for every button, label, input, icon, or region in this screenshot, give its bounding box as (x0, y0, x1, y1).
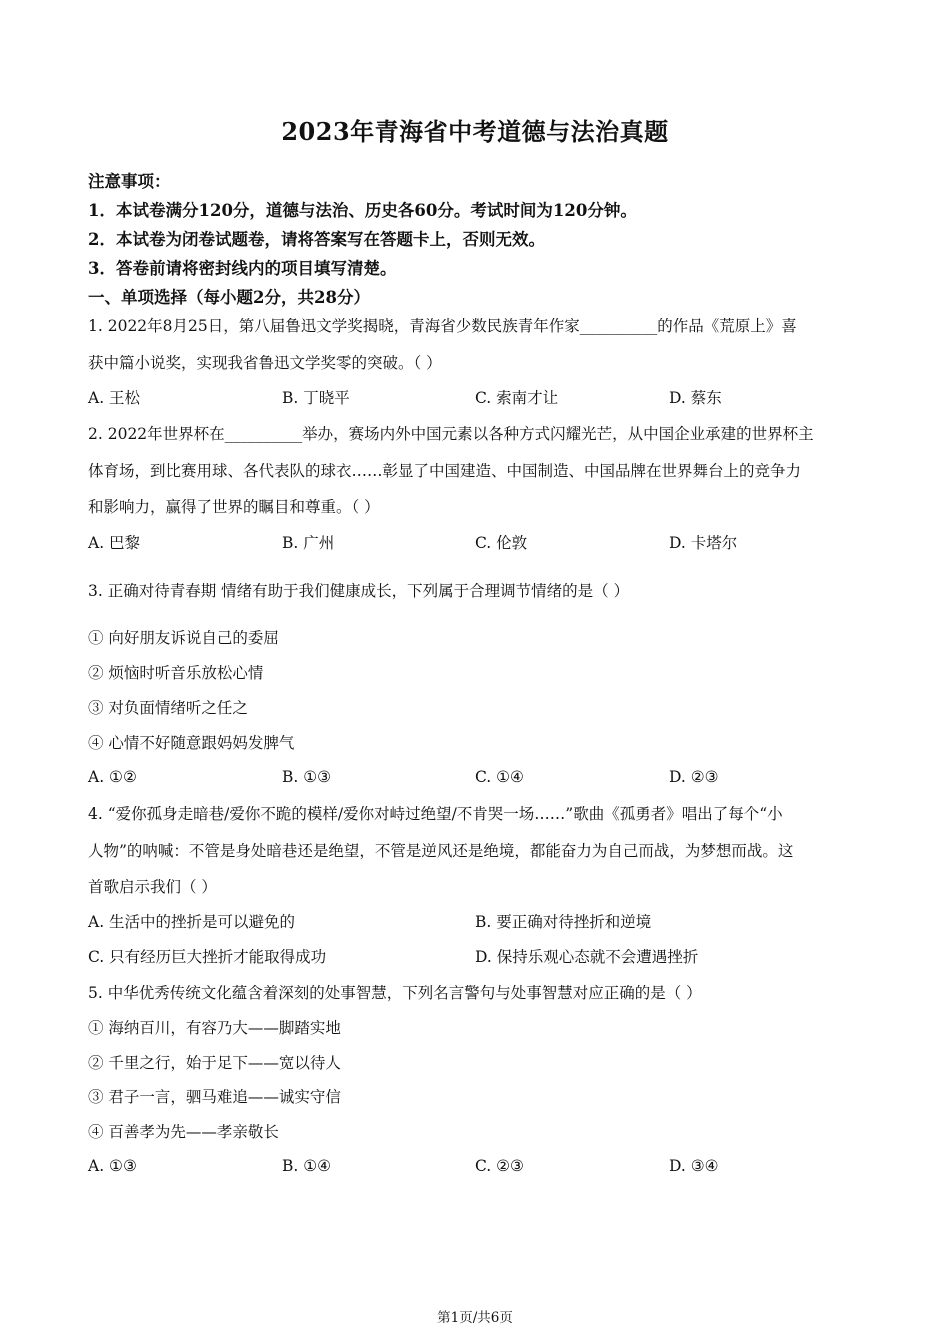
notice-heading: 注意事项： (88, 172, 171, 191)
question-1-text: 1. 2022年8月25日，第八届鲁迅文学奖揭晓，青海省少数民族青年作家__________的作品《荒原上》喜 (88, 317, 797, 335)
question-2-text: 和影响力，赢得了世界的瞩目和尊重。（ ） (88, 498, 380, 516)
notice-item: 2．本试卷为闭卷试题卷，请将答案写在答题卡上，否则无效。 (88, 230, 545, 249)
question-2-option-d: D. 卡塔尔 (669, 534, 738, 552)
section-heading: 一、单项选择（每小题2分，共28分） (88, 288, 370, 307)
question-4-option-a: A. 生活中的挫折是可以避免的 (88, 913, 296, 931)
notice-item: 1．本试卷满分120分，道德与法治、历史各60分。考试时间为120分钟。 (88, 201, 637, 220)
question-4-text: 人物”的呐喊：不管是身处暗巷还是绝望，不管是逆风还是绝境，都能奋力为自己而战，为梦想而战。这 (88, 842, 794, 860)
question-5-option-c: C. ②③ (475, 1157, 524, 1175)
question-4-option-b: B. 要正确对待挫折和逆境 (475, 913, 652, 931)
question-1-option-c: C. 索南才让 (475, 389, 559, 407)
page-number: 第1页/共6页 (437, 1310, 513, 1326)
question-2-option-c: C. 伦敦 (475, 534, 528, 552)
question-1-option-a: A. 王松 (88, 389, 141, 407)
question-3-item: ① 向好朋友诉说自己的委屈 (88, 629, 279, 647)
question-3-option-c: C. ①④ (475, 768, 524, 786)
question-5-item: ④ 百善孝为先——孝亲敬长 (88, 1123, 279, 1141)
question-2-text: 2. 2022年世界杯在__________举办，赛场内外中国元素以各种方式闪耀光芒，从中国企业承建的世界杯主 (88, 425, 814, 443)
question-3-option-a: A. ①② (88, 768, 137, 786)
question-3-item: ② 烦恼时听音乐放松心情 (88, 664, 264, 682)
question-5-item: ② 千里之行，始于足下——宽以待人 (88, 1054, 341, 1072)
notice-item: 3．答卷前请将密封线内的项目填写清楚。 (88, 259, 397, 278)
question-1-text: 获中篇小说奖，实现我省鲁迅文学奖零的突破。（ ） (88, 354, 442, 372)
question-4-option-d: D. 保持乐观心态就不会遭遇挫折 (475, 948, 699, 966)
question-1-option-d: D. 蔡东 (669, 389, 722, 407)
question-3-item: ④ 心情不好随意跟妈妈发脾气 (88, 734, 295, 752)
question-2-option-a: A. 巴黎 (88, 534, 141, 552)
question-3-text: 3. 正确对待青春期 情绪有助于我们健康成长，下列属于合理调节情绪的是（ ） (88, 582, 630, 600)
question-3-option-b: B. ①③ (282, 768, 332, 786)
question-3-item: ③ 对负面情绪听之任之 (88, 699, 248, 717)
page-title: 2023年青海省中考道德与法治真题 (281, 117, 669, 146)
question-1-option-b: B. 丁晓平 (282, 389, 350, 407)
question-3-option-d: D. ②③ (669, 768, 719, 786)
question-5-item: ③ 君子一言，驷马难追——诚实守信 (88, 1088, 341, 1106)
question-5-option-a: A. ①③ (88, 1157, 137, 1175)
question-4-text: 首歌启示我们（ ） (88, 878, 217, 896)
question-5-option-b: B. ①④ (282, 1157, 332, 1175)
question-5-text: 5. 中华优秀传统文化蕴含着深刻的处事智慧，下列名言警句与处事智慧对应正确的是（ ） (88, 984, 702, 1002)
question-2-text: 体育场，到比赛用球、各代表队的球衣……彰显了中国建造、中国制造、中国品牌在世界舞台上的竞争力 (88, 462, 802, 480)
question-2-option-b: B. 广州 (282, 534, 335, 552)
question-5-item: ① 海纳百川，有容乃大——脚踏实地 (88, 1019, 341, 1037)
question-4-text: 4. “爱你孤身走暗巷/爱你不跪的模样/爱你对峙过绝望/不肯哭一场……”歌曲《孤勇者》唱出了每个“小 (88, 805, 783, 823)
question-5-option-d: D. ③④ (669, 1157, 719, 1175)
question-4-option-c: C. 只有经历巨大挫折才能取得成功 (88, 948, 327, 966)
